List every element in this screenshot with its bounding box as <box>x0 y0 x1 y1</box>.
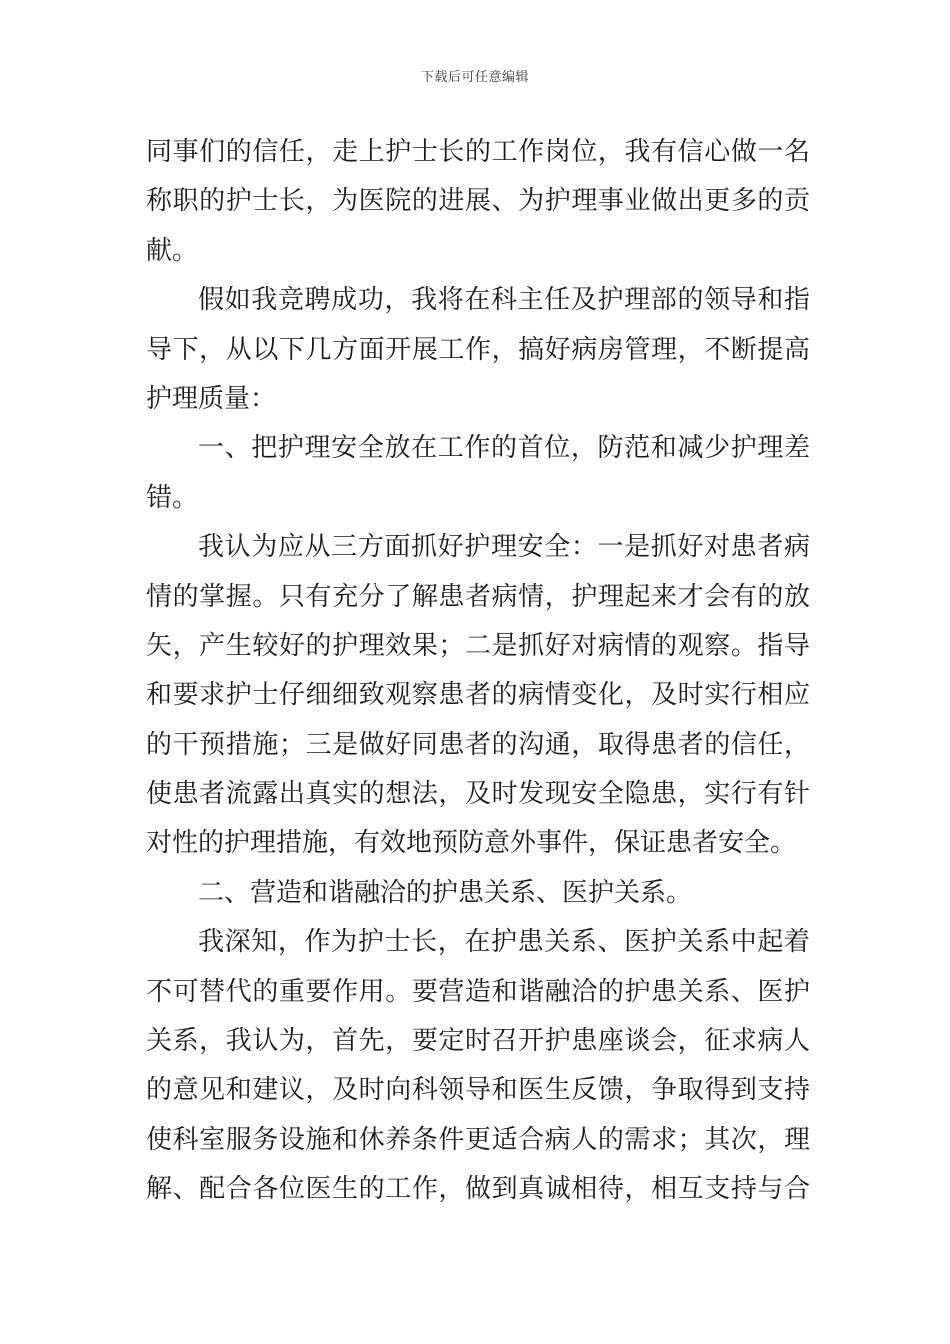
text-line: 关系，我认为，首先，要定时召开护患座谈会，征求病人 <box>146 1026 810 1057</box>
text-line: 二、营造和谐融洽的护患关系、医护关系。 <box>198 877 693 908</box>
text-line: 一、把护理安全放在工作的首位，防范和减少护理差 <box>198 433 810 464</box>
text-line: 同事们的信任，走上护士长的工作岗位，我有信心做一名 <box>146 137 810 167</box>
text-line: 的干预措施；三是做好同患者的沟通，取得患者的信任， <box>146 729 810 760</box>
text-line: 献。 <box>146 235 199 266</box>
text-line: 的意见和建议，及时向科领导和医生反馈，争取得到支持 <box>146 1075 810 1106</box>
text-line: 矢，产生较好的护理效果；二是抓好对病情的观察。指导 <box>146 630 810 661</box>
document-body <box>146 128 810 1215</box>
text-line: 导下，从以下几方面开展工作，搞好病房管理，不断提高 <box>146 334 810 365</box>
page-header-note: 下载后可任意编辑 <box>420 70 529 85</box>
text-line: 错。 <box>146 482 199 513</box>
text-line: 情的掌握。只有充分了解患者病情，护理起来才会有的放 <box>146 581 810 612</box>
text-line: 使科室服务设施和休养条件更适合病人的需求；其次，理 <box>146 1124 810 1155</box>
text-line: 和要求护士仔细细致观察患者的病情变化，及时实行相应 <box>146 680 810 711</box>
text-line: 对性的护理措施，有效地预防意外事件，保证患者安全。 <box>146 828 797 859</box>
text-line: 我深知，作为护士长，在护患关系、医护关系中起着 <box>198 927 810 958</box>
text-line: 解、配合各位医生的工作，做到真诚相待，相互支持与合 <box>146 1174 810 1205</box>
text-line: 称职的护士长，为医院的进展、为护理事业做出更多的贡 <box>146 186 810 217</box>
text-line: 我认为应从三方面抓好护理安全：一是抓好对患者病 <box>198 532 810 563</box>
text-line: 假如我竞聘成功，我将在科主任及护理部的领导和指 <box>198 285 810 316</box>
text-line: 使患者流露出真实的想法，及时发现安全隐患，实行有针 <box>146 779 810 810</box>
text-line: 护理质量： <box>146 383 277 414</box>
text-line: 不可替代的重要作用。要营造和谐融洽的护患关系、医护 <box>146 976 810 1007</box>
